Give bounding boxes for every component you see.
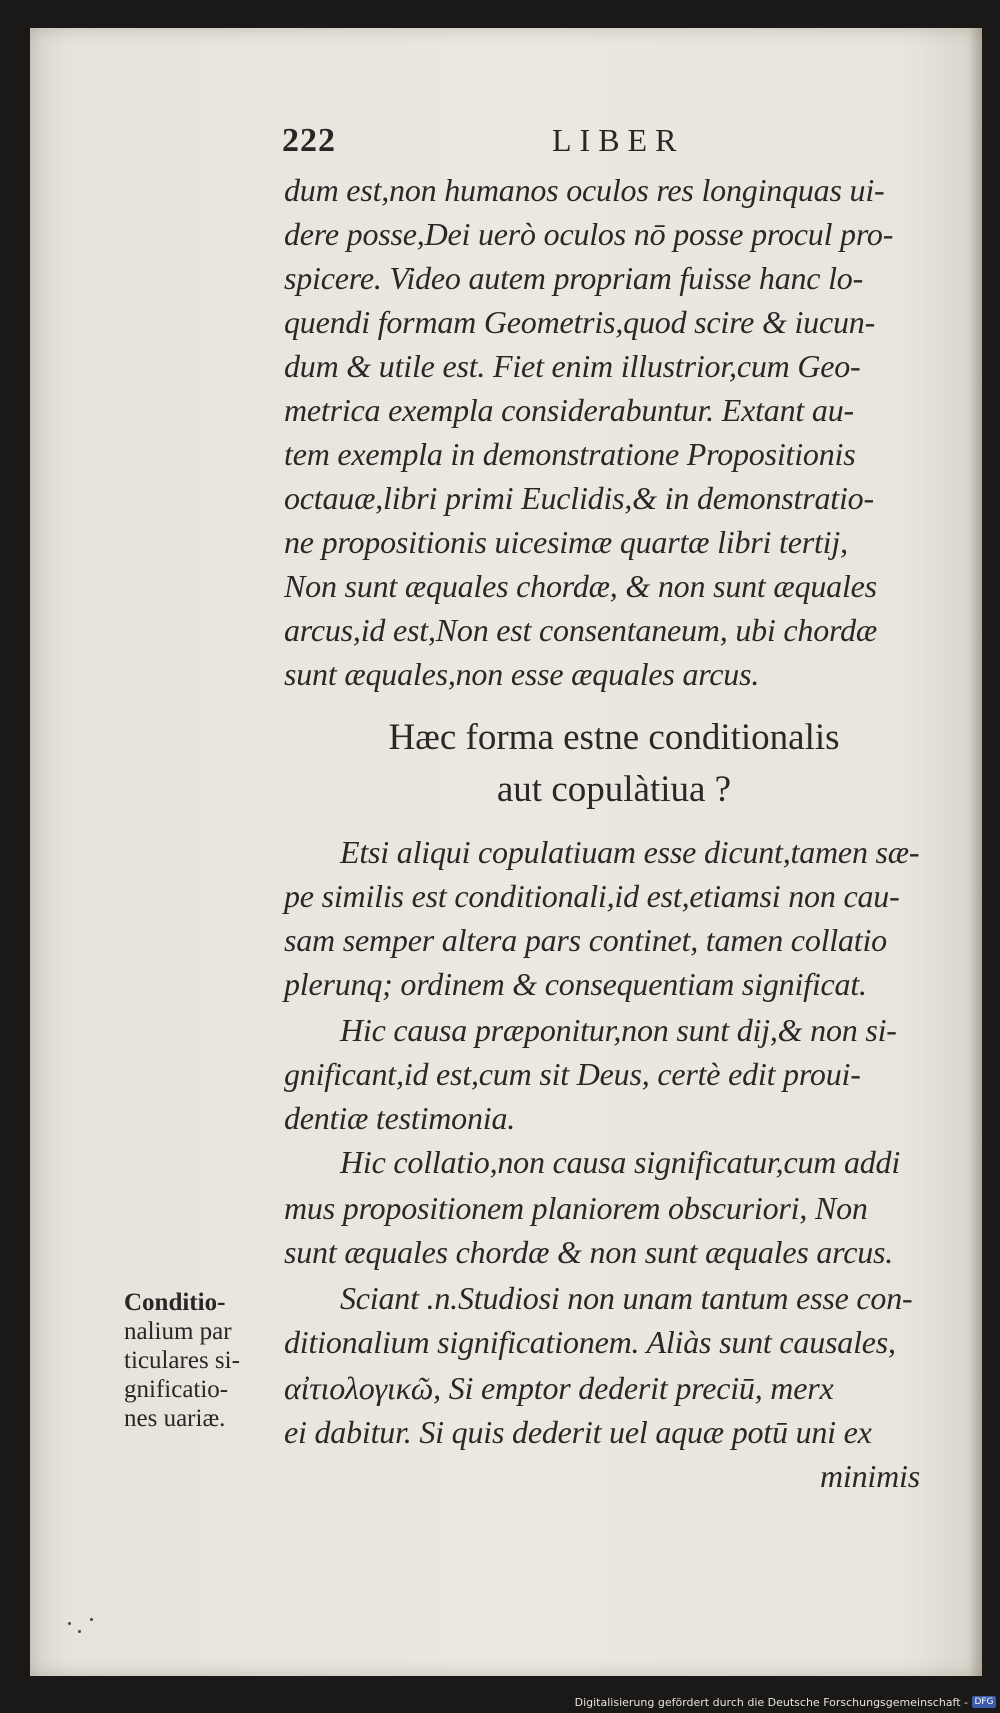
catchword: minimis xyxy=(820,1458,920,1494)
running-title: LIBER xyxy=(552,122,685,158)
credit-text: Digitalisierung gefördert durch die Deutsche Forschungsgemeinschaft - xyxy=(574,1695,968,1709)
margin-note-line: nalium par xyxy=(124,1318,232,1345)
text-line: gnificant,id est,cum sit Deus, certè edit proui- xyxy=(284,1056,861,1092)
text-line: Sciant .n.Studiosi non unam tantum esse con- xyxy=(340,1280,913,1316)
paper-speck xyxy=(68,1622,71,1625)
text-line: ne propositionis uicesimæ quartæ libri tertij, xyxy=(284,524,848,560)
text-line: sam semper altera pars continet, tamen collatio xyxy=(284,922,887,958)
page-edge-shadow xyxy=(968,28,982,1676)
text-line: dum est,non humanos oculos res longinquas ui- xyxy=(284,172,885,208)
text-line: sunt æquales,non esse æquales arcus. xyxy=(284,656,760,692)
text-line: Hic causa præponitur,non sunt dij,& non si- xyxy=(340,1012,897,1048)
text-line: arcus,id est,Non est consentaneum, ubi chordæ xyxy=(284,612,878,648)
page-header xyxy=(282,122,712,162)
text-line: tem exempla in demonstratione Propositionis xyxy=(284,436,856,472)
text-line: ditionalium significationem. Aliàs sunt causales, xyxy=(284,1324,896,1360)
text-line: quendi formam Geometris,quod scire & iucun- xyxy=(284,304,876,340)
text-line: mus propositionem planiorem obscuriori, Non xyxy=(284,1190,868,1226)
text-line: dum & utile est. Fiet enim illustrior,cum Geo- xyxy=(284,348,861,384)
text-line: sunt æquales chordæ & non sunt æquales arcus. xyxy=(284,1234,894,1270)
text-line: Non sunt æquales chordæ, & non sunt æquales xyxy=(284,568,877,604)
text-line: ei dabitur. Si quis dederit uel aquæ potū uni ex xyxy=(284,1414,872,1450)
text-line: Etsi aliqui copulatiuam esse dicunt,tamen sæ- xyxy=(340,834,920,870)
margin-note xyxy=(124,1288,294,1433)
text-line: octauæ,libri primi Euclidis,& in demonstratio- xyxy=(284,480,874,516)
digitization-credit xyxy=(575,1693,996,1711)
margin-note-line: ticulares si- xyxy=(124,1347,240,1374)
text-line: pe similis est conditionali,id est,etiamsi non cau- xyxy=(284,878,900,914)
section-heading-line-2: aut copulàtiua ? xyxy=(496,769,732,810)
text-line: αἰτιολογικῶ, Si emptor dederit preciū, merx xyxy=(284,1370,834,1406)
paper-speck xyxy=(78,1630,81,1633)
section-heading-line-1: Hæc forma estne conditionalis xyxy=(388,717,840,758)
text-line: plerunq; ordinem & consequentiam significat. xyxy=(284,966,867,1002)
margin-note-line: gnificatio- xyxy=(124,1376,229,1403)
page-number: 222 xyxy=(282,122,336,159)
text-line: spicere. Video autem propriam fuisse hanc lo- xyxy=(284,260,864,296)
text-line: dere posse,Dei uerò oculos nō posse procul pro- xyxy=(284,216,894,252)
text-line: metrica exempla considerabuntur. Extant au- xyxy=(284,392,854,428)
dfg-logo-icon: DFG xyxy=(972,1696,996,1708)
text-line: Hic collatio,non causa significatur,cum addi xyxy=(340,1144,901,1180)
margin-note-line: nes uariæ. xyxy=(124,1405,226,1432)
margin-note-line: Conditio- xyxy=(124,1289,226,1316)
text-line: dentiæ testimonia. xyxy=(284,1100,516,1136)
paper-speck xyxy=(90,1618,93,1621)
